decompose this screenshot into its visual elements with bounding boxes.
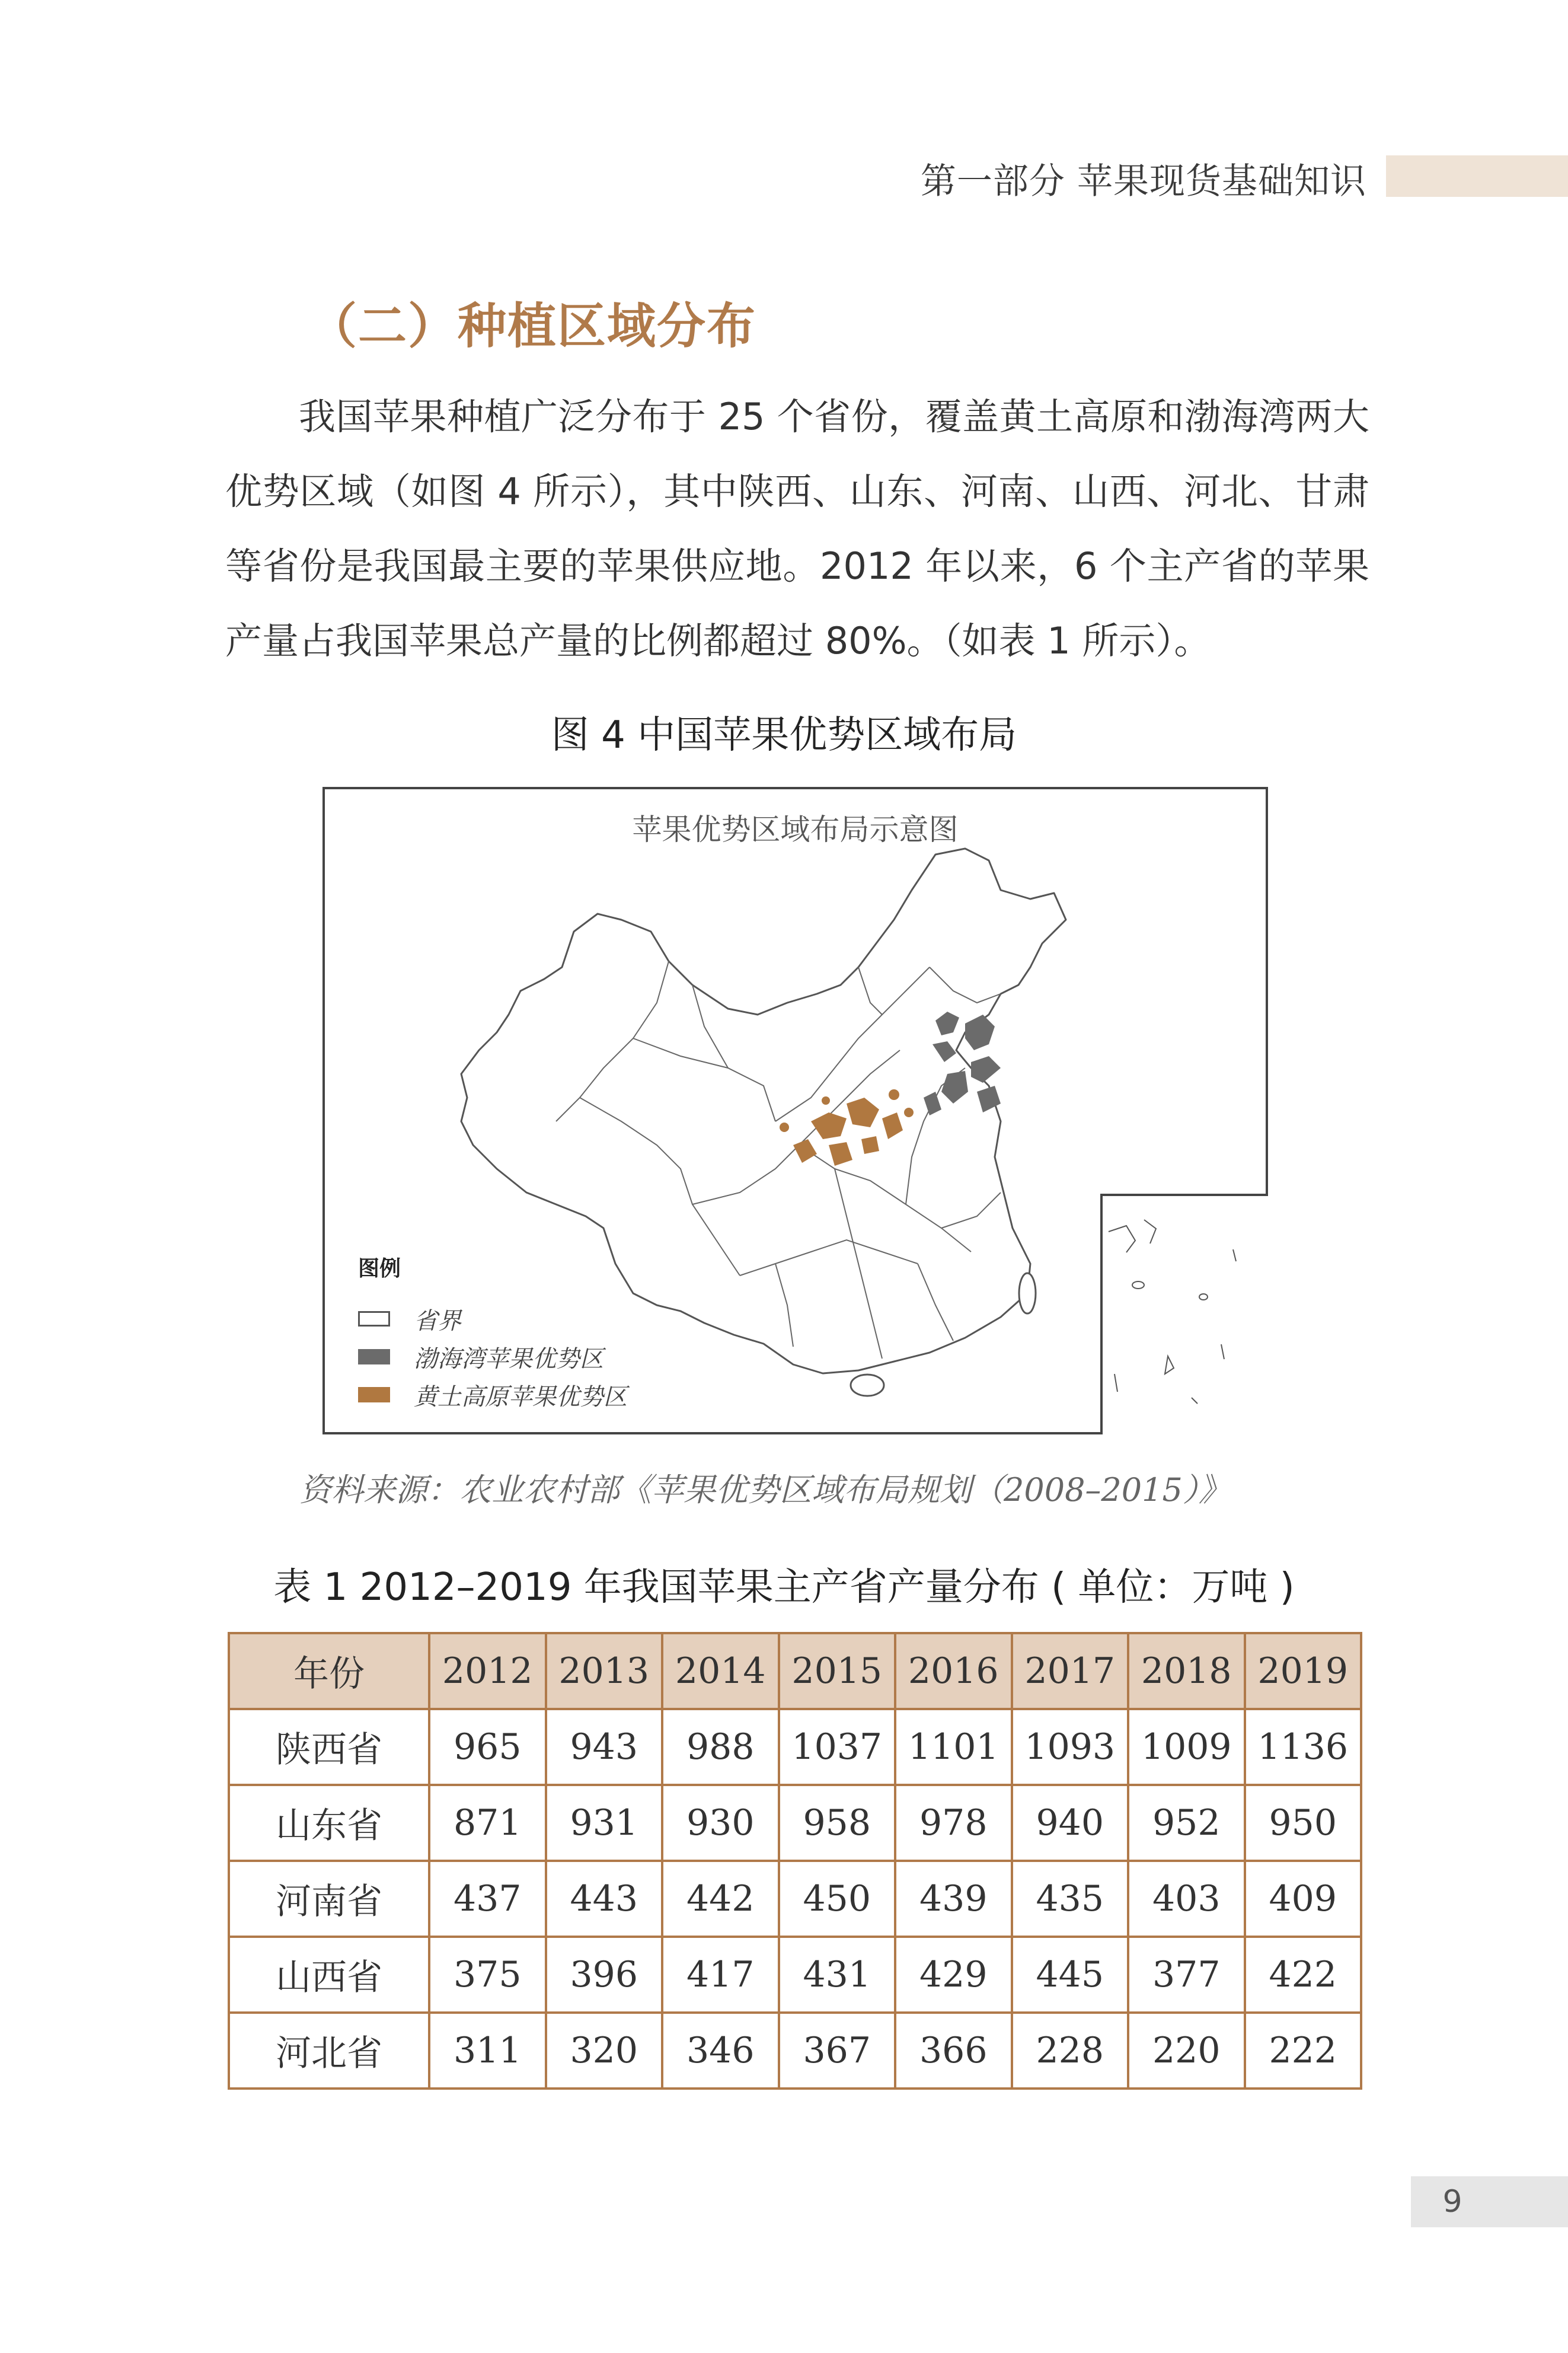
figure-source: 资料来源：农业农村部《苹果优势区域布局规划（2008–2015）》 (299, 1471, 1231, 1509)
table-cell: 1093 (1012, 1709, 1129, 1785)
header-cell: 2017 (1012, 1633, 1129, 1709)
table-cell: 1136 (1245, 1709, 1362, 1785)
table-cell: 山西省 (229, 1937, 429, 2013)
table-cell: 429 (895, 1937, 1012, 2013)
table-cell: 377 (1128, 1937, 1245, 2013)
legend-swatch-loess (358, 1387, 390, 1402)
table-cell: 346 (662, 2013, 779, 2089)
table-cell: 445 (1012, 1937, 1129, 2013)
legend-item-province-boundary (358, 1300, 627, 1338)
body-paragraph: 我国苹果种植广泛分布于 25 个省份，覆盖黄土高原和渤海湾两大优势区域（如图 4 所示），其中陕西、山东、河南、山西、河北、甘肃等省份是我国最主要的苹果供应地。2012 年以来，6 个主产省的苹果产量占我国苹果总产量的比例都超过 80%。（如表 1 所示）。 (225, 395, 1369, 662)
table-cell: 陕西省 (229, 1709, 429, 1785)
table-cell: 366 (895, 2013, 1012, 2089)
table-cell: 422 (1245, 1937, 1362, 2013)
table-cell: 958 (779, 1785, 896, 1861)
table-row (229, 1785, 1361, 1861)
page-number-tab (1411, 2176, 1568, 2227)
table-cell: 978 (895, 1785, 1012, 1861)
section-title: （二）种植区域分布 (308, 298, 757, 355)
table-cell: 山东省 (229, 1785, 429, 1861)
legend-swatch-bohai (358, 1349, 390, 1364)
header-cell: 2012 (429, 1633, 546, 1709)
hainan-island (851, 1375, 884, 1396)
table-cell: 940 (1012, 1785, 1129, 1861)
table-cell: 222 (1245, 2013, 1362, 2089)
legend-item-loess-plateau (358, 1376, 627, 1414)
table-cell: 965 (429, 1709, 546, 1785)
header-cell: 2014 (662, 1633, 779, 1709)
inset-islands (1103, 1196, 1268, 1434)
table-cell: 367 (779, 2013, 896, 2089)
header-cell: 2015 (779, 1633, 896, 1709)
table-cell: 950 (1245, 1785, 1362, 1861)
south-china-sea-inset (1100, 1194, 1268, 1434)
table-cell: 320 (546, 2013, 663, 2089)
table-cell: 443 (546, 1861, 663, 1937)
table-cell: 417 (662, 1937, 779, 2013)
table-cell: 871 (429, 1785, 546, 1861)
table-cell: 437 (429, 1861, 546, 1937)
table-header-row (229, 1633, 1361, 1709)
table-cell: 403 (1128, 1861, 1245, 1937)
legend-swatch-province (358, 1311, 390, 1327)
header-cell: 2018 (1128, 1633, 1245, 1709)
legend-title: 图例 (358, 1257, 401, 1281)
legend-label: 黄土高原苹果优势区 (414, 1383, 627, 1411)
legend-item-bohai-bay (358, 1338, 627, 1376)
table-cell: 河南省 (229, 1861, 429, 1937)
table-cell: 442 (662, 1861, 779, 1937)
table-cell: 220 (1128, 2013, 1245, 2089)
map-figure (322, 787, 1268, 1434)
table-cell: 931 (546, 1785, 663, 1861)
table-cell: 1009 (1128, 1709, 1245, 1785)
table-cell: 1101 (895, 1709, 1012, 1785)
table-cell: 435 (1012, 1861, 1129, 1937)
taiwan-island (1019, 1273, 1036, 1313)
header-cell: 2019 (1245, 1633, 1362, 1709)
table-caption: 表 1 2012–2019 年我国苹果主产省产量分布 ( 单位：万吨 ) (273, 1566, 1295, 1609)
header-cell: 2016 (895, 1633, 1012, 1709)
table-cell: 409 (1245, 1861, 1362, 1937)
table-cell: 1037 (779, 1709, 896, 1785)
map-legend (358, 1252, 627, 1414)
table-cell: 431 (779, 1937, 896, 2013)
table-cell: 375 (429, 1937, 546, 2013)
table-cell: 河北省 (229, 2013, 429, 2089)
map-title: 苹果优势区域布局示意图 (632, 812, 959, 847)
legend-label: 渤海湾苹果优势区 (414, 1345, 603, 1373)
header-cell: 年份 (229, 1633, 429, 1709)
table-cell: 952 (1128, 1785, 1245, 1861)
table-cell: 228 (1012, 2013, 1129, 2089)
table-row (229, 2013, 1361, 2089)
running-header: 第一部分 苹果现货基础知识 (920, 161, 1366, 202)
page-number: 9 (1442, 2184, 1462, 2220)
table-cell: 930 (662, 1785, 779, 1861)
production-table (228, 1632, 1362, 2090)
table-cell: 311 (429, 2013, 546, 2089)
figure-caption: 图 4 中国苹果优势区域布局 (551, 713, 1017, 757)
table-row (229, 1709, 1361, 1785)
header-cell: 2013 (546, 1633, 663, 1709)
table-cell: 988 (662, 1709, 779, 1785)
table-cell: 450 (779, 1861, 896, 1937)
table-cell: 439 (895, 1861, 1012, 1937)
table-row (229, 1861, 1361, 1937)
table-row (229, 1937, 1361, 2013)
legend-label: 省界 (414, 1307, 461, 1335)
table-cell: 943 (546, 1709, 663, 1785)
header-decoration-bar (1386, 155, 1568, 197)
table-cell: 396 (546, 1937, 663, 2013)
